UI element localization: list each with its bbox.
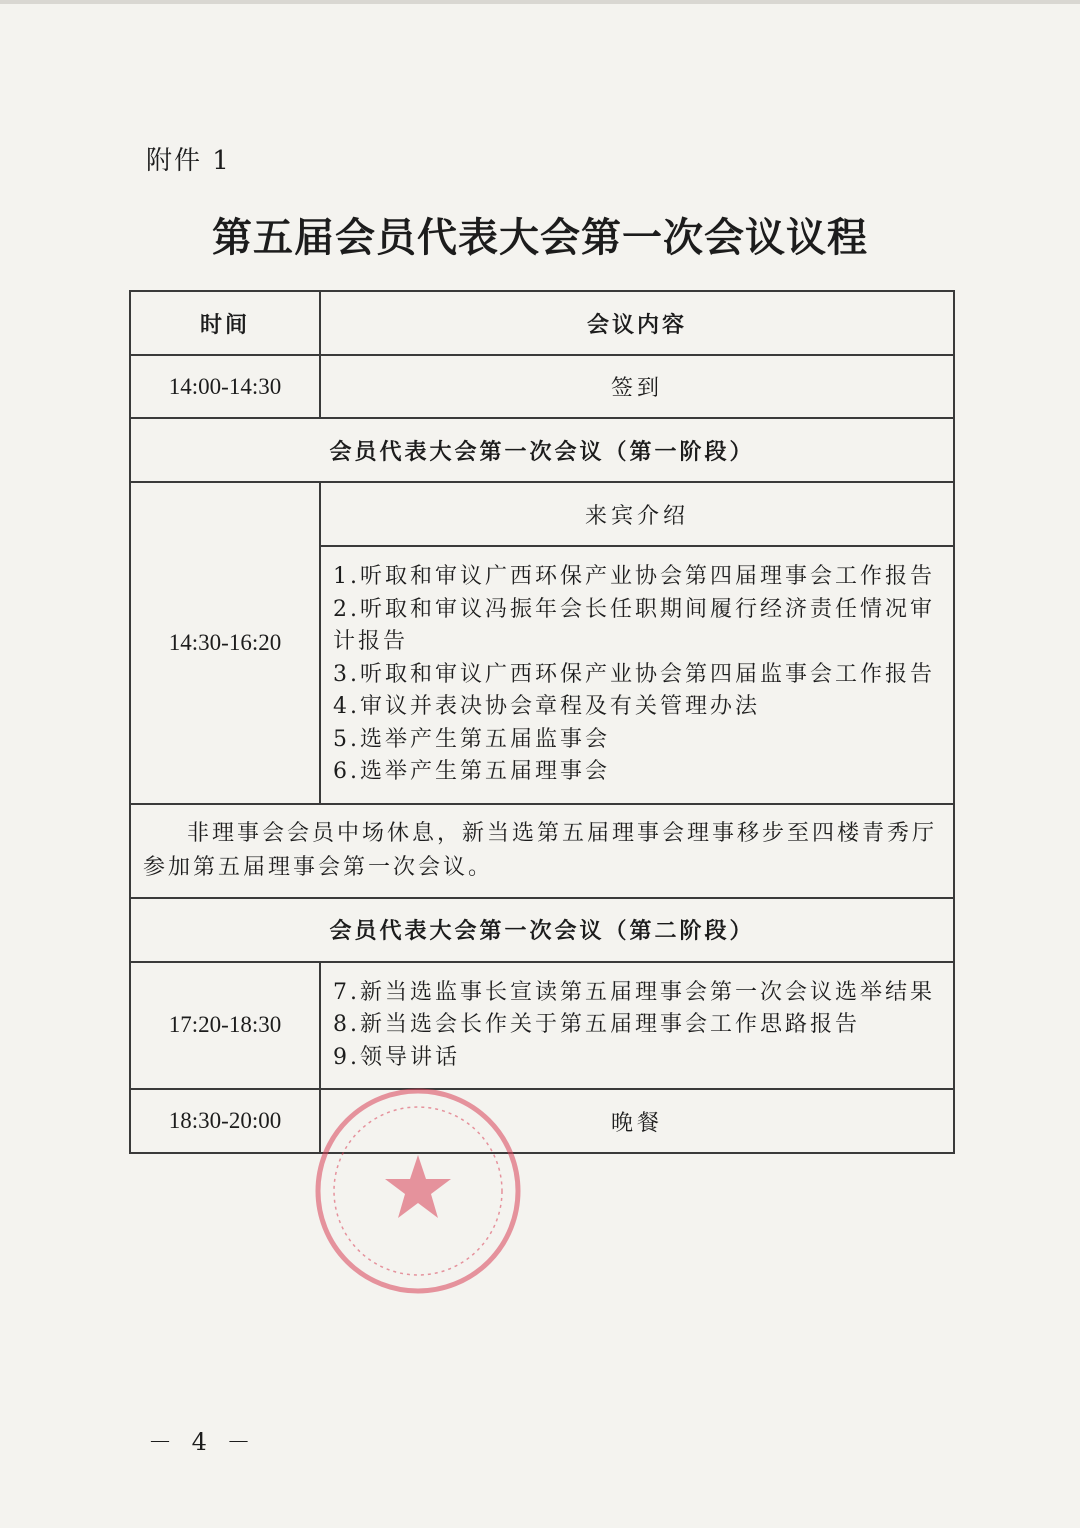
table-row-stage2-items xyxy=(130,962,954,1090)
stage1-title: 会员代表大会第一次会议（第一阶段） xyxy=(130,418,954,482)
break-note: 非理事会会员中场休息，新当选第五届理事会理事移步至四楼青秀厅参加第五届理事会第一次会议。 xyxy=(143,820,938,880)
list-item: 5.选举产生第五届监事会 xyxy=(333,726,610,752)
table-row-stage1-intro xyxy=(130,482,954,546)
header-time: 时间 xyxy=(130,291,320,355)
table-header-row xyxy=(130,291,954,355)
list-item: 2.听取和审议冯振年会长任职期间履行经济责任情况审计报告 xyxy=(333,596,935,654)
list-item: 3.听取和审议广西环保产业协会第四届监事会工作报告 xyxy=(333,661,935,687)
time-checkin: 14:00-14:30 xyxy=(130,355,320,418)
time-dinner: 18:30-20:00 xyxy=(130,1089,320,1153)
stage2-title: 会员代表大会第一次会议（第二阶段） xyxy=(130,898,954,962)
page-number: － 4 － xyxy=(148,1428,257,1456)
content-checkin: 签到 xyxy=(320,355,954,418)
document-title: 第五届会员代表大会第一次会议议程 xyxy=(212,214,868,261)
header-content: 会议内容 xyxy=(320,291,954,355)
agenda-table xyxy=(129,290,955,1154)
star-icon xyxy=(385,1155,451,1218)
time-stage2: 17:20-18:30 xyxy=(130,962,320,1090)
table-row-break-note xyxy=(130,804,954,898)
page-top-edge xyxy=(0,0,1080,4)
table-row-stage2-title xyxy=(130,898,954,962)
time-stage1: 14:30-16:20 xyxy=(130,482,320,804)
list-item: 7.新当选监事长宣读第五届理事会第一次会议选举结果 xyxy=(333,979,935,1005)
list-item: 6.选举产生第五届理事会 xyxy=(333,759,610,784)
attachment-label: 附件 1 xyxy=(146,146,231,176)
list-item: 1.听取和审议广西环保产业协会第四届理事会工作报告 xyxy=(333,564,935,589)
list-item: 9.领导讲话 xyxy=(333,1044,460,1070)
table-row-checkin xyxy=(130,355,954,418)
table-row-dinner xyxy=(130,1089,954,1153)
table-row-stage1-title xyxy=(130,418,954,482)
content-dinner: 晚餐 xyxy=(320,1089,954,1153)
break-note-cell xyxy=(130,804,954,898)
stage2-items xyxy=(320,962,954,1090)
list-item: 8.新当选会长作关于第五届理事会工作思路报告 xyxy=(333,1012,860,1037)
list-item: 4.审议并表决协会章程及有关管理办法 xyxy=(333,694,760,719)
content-intro: 来宾介绍 xyxy=(320,482,954,546)
stage1-items xyxy=(320,546,954,804)
